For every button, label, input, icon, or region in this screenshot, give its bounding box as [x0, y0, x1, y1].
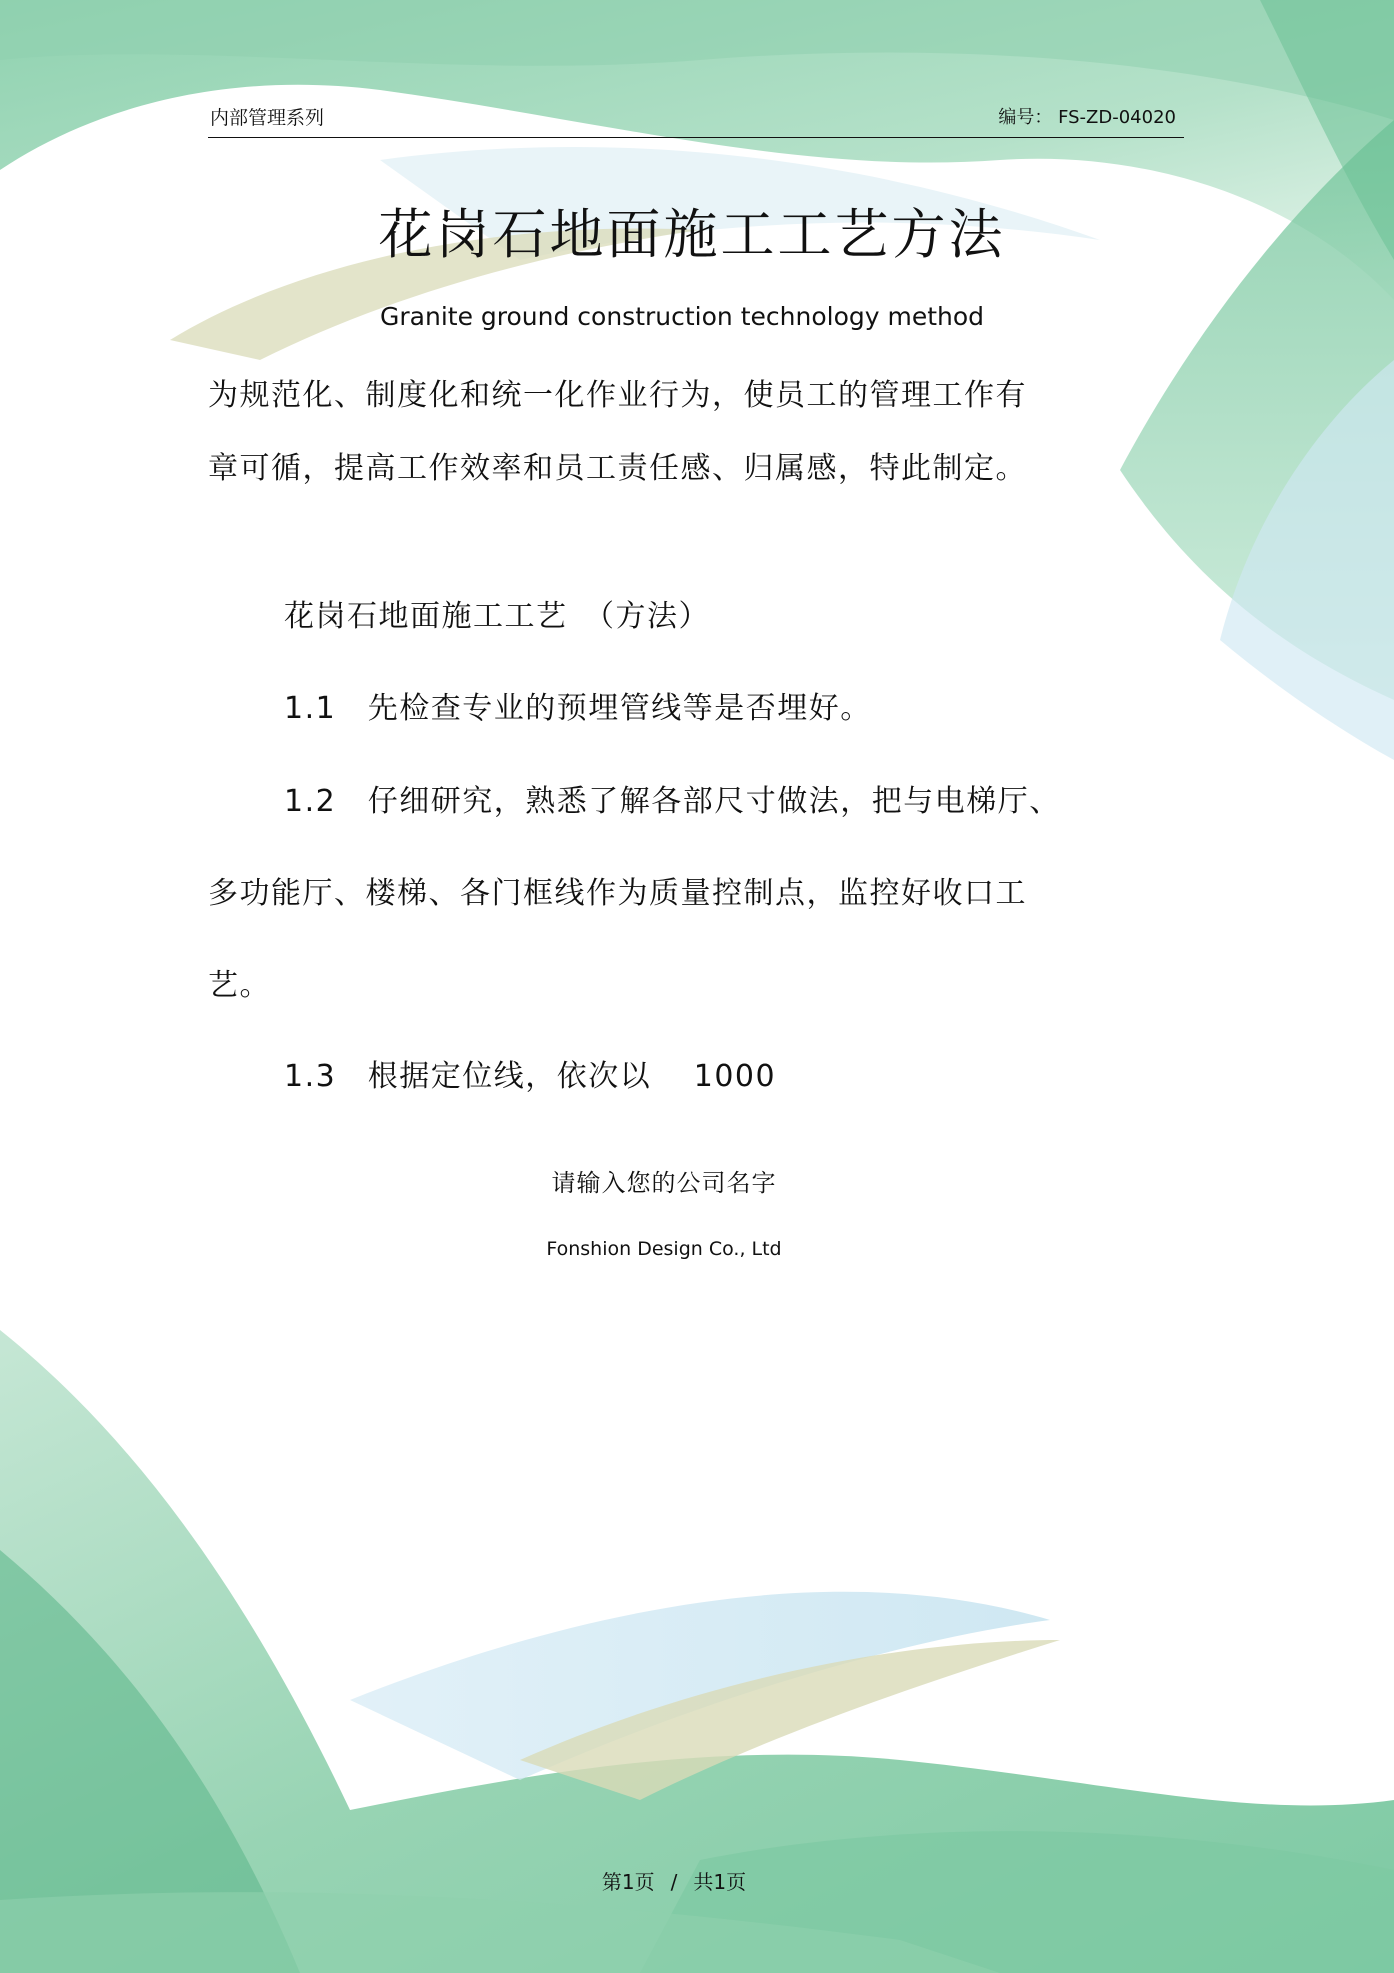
company-name-cn: 请输入您的公司名字: [551, 1169, 777, 1197]
page-indicator: [0, 1866, 1394, 1895]
item-1-1: 1.1 先检查专业的预埋管线等是否埋好。: [284, 691, 872, 726]
intro-line-2: 章可循，提高工作效率和员工责任感、归属感，特此制定。: [208, 451, 1027, 486]
item-1-2-line-3: 艺。: [208, 968, 271, 1003]
company-name-en: Fonshion Design Co., Ltd: [546, 1238, 782, 1260]
item-1-2-line-1: 1.2 仔细研究，熟悉了解各部尺寸做法，把与电梯厅、: [284, 784, 1061, 819]
page-subtitle: Granite ground construction technology method: [380, 302, 985, 331]
page-separator: /: [670, 1870, 678, 1894]
item-1-2-line-2: 多功能厅、楼梯、各门框线作为质量控制点，监控好收口工: [208, 876, 1027, 911]
intro-line-1: 为规范化、制度化和统一化作业行为，使员工的管理工作有: [208, 378, 1027, 413]
page-title-text: 花岗石地面施工工艺方法: [378, 203, 1006, 266]
section-heading: 花岗石地面施工工艺 （方法）: [284, 599, 710, 634]
page-total: 共1页: [693, 1870, 747, 1894]
item-1-3: 1.3 根据定位线，依次以 1000: [284, 1059, 777, 1094]
header-series: 内部管理系列: [210, 107, 325, 129]
page-title: [0, 192, 1394, 269]
header-doc-number: 编号： FS-ZD-04020: [998, 107, 1176, 128]
header-rule: [208, 137, 1184, 138]
page-current: 第1页: [601, 1870, 655, 1894]
